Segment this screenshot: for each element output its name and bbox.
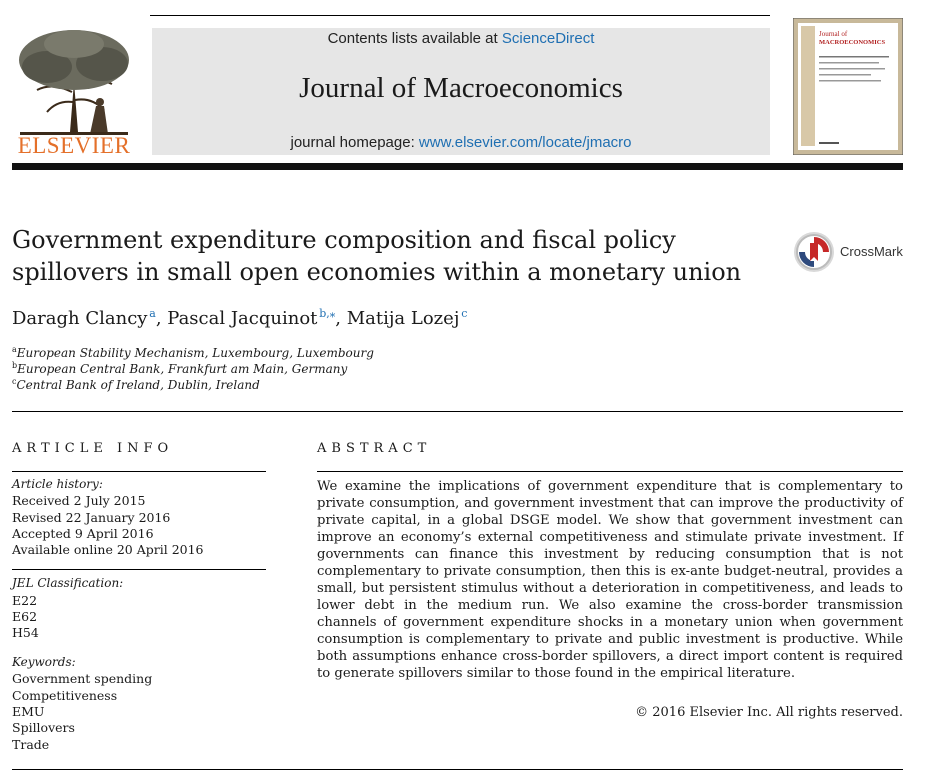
history-item: Revised 22 January 2016 bbox=[12, 510, 171, 525]
affiliation-mark: c bbox=[12, 377, 17, 386]
keyword: EMU bbox=[12, 704, 45, 719]
article-history-label: Article history: bbox=[12, 477, 103, 491]
cover-title-line1: Journal of bbox=[819, 30, 848, 38]
keywords-label: Keywords: bbox=[12, 655, 76, 669]
contents-prefix: Contents lists available at bbox=[327, 30, 502, 47]
section-divider bbox=[12, 411, 903, 412]
keyword: Trade bbox=[12, 737, 50, 752]
abstract-rule bbox=[317, 471, 903, 472]
jel-code: H54 bbox=[12, 625, 39, 640]
author-list: Daragh Clancy $^a$, Pascal Jacquinot $^{b,⁎}$, Matija Lozej $^c$ bbox=[12, 307, 468, 329]
journal-homepage-link[interactable]: www.elsevier.com/locate/jmacro bbox=[418, 134, 632, 151]
affiliation-text: European Stability Mechanism, Luxembourg, Luxembourg bbox=[16, 346, 374, 360]
keyword: Competitiveness bbox=[12, 688, 118, 703]
abstract-heading: ABSTRACT bbox=[317, 441, 432, 456]
header-divider-bar bbox=[12, 163, 903, 170]
author-name[interactable]: Matija Lozej bbox=[346, 308, 460, 329]
sciencedirect-link[interactable]: ScienceDirect bbox=[501, 30, 595, 47]
history-item: Received 2 July 2015 bbox=[12, 493, 146, 508]
jel-code: E62 bbox=[12, 609, 38, 624]
cover-title-line2: MACROECONOMICS bbox=[819, 39, 886, 46]
article-info-rule bbox=[12, 569, 266, 570]
affiliation-text: Central Bank of Ireland, Dublin, Ireland bbox=[16, 378, 260, 392]
history-item: Available online 20 April 2016 bbox=[12, 542, 204, 557]
affiliation-item bbox=[12, 377, 260, 392]
contents-availability-line bbox=[152, 30, 770, 47]
homepage-prefix: journal homepage: bbox=[290, 134, 419, 151]
header-top-rule bbox=[150, 15, 770, 16]
copyright-notice: © 2016 Elsevier Inc. All rights reserved. bbox=[635, 705, 903, 720]
affiliation-text: European Central Bank, Frankfurt am Main, Germany bbox=[17, 362, 348, 376]
jel-code: E22 bbox=[12, 593, 38, 608]
bottom-divider bbox=[12, 769, 903, 770]
keyword: Government spending bbox=[12, 671, 153, 686]
jel-label: JEL Classification: bbox=[12, 576, 124, 590]
paper-title-line1: Government expenditure composition and fiscal policy bbox=[12, 226, 676, 254]
journal-cover-thumbnail[interactable] bbox=[793, 18, 903, 155]
publisher-wordmark: ELSEVIER bbox=[17, 133, 131, 158]
crossmark-label[interactable]: CrossMark bbox=[840, 244, 903, 259]
author-affiliation-mark[interactable]: a bbox=[149, 307, 156, 320]
author-affiliation-mark[interactable]: c bbox=[461, 307, 468, 320]
keyword: Spillovers bbox=[12, 720, 75, 735]
author-name[interactable]: Pascal Jacquinot bbox=[167, 308, 318, 329]
article-info-rule bbox=[12, 471, 266, 472]
author-affiliation-mark[interactable]: b,⁎ bbox=[319, 307, 336, 320]
history-item: Accepted 9 April 2016 bbox=[12, 526, 154, 541]
author-name[interactable]: Daragh Clancy bbox=[12, 308, 148, 329]
paper-title bbox=[12, 224, 772, 288]
journal-homepage-line bbox=[152, 134, 770, 151]
abstract-body: We examine the implications of government expenditure that is complementary to private consumption, and government investment that can improve the productivity of private capital, in a global DSGE model. We show that government investment can improve an economy’s external competitiveness and stimulate private investment. If governments can finance this investment by reducing consumption that is not complementary to private consumption, then this is ex-ante budget-neutral, provides a small, but persistent stimulus without a deterioration in competitiveness, and leads to lower debt in the medium run. We also examine the cross-border transmission channels of government expenditure shocks in a monetary union when government consumption is complementary to private and public investment is productive. While both assumptions enhance cross-border spillovers, a direct import content is required to generate spillovers similar to those found in the empirical literature. bbox=[317, 479, 903, 681]
crossmark-icon[interactable] bbox=[793, 231, 835, 273]
affiliation-mark: b bbox=[12, 361, 18, 370]
affiliation-item bbox=[12, 361, 347, 376]
affiliation-item bbox=[12, 345, 374, 360]
paper-title-line2: spillovers in small open economies within a monetary union bbox=[12, 258, 742, 286]
journal-title: Journal of Macroeconomics bbox=[299, 72, 623, 104]
article-info-heading: ARTICLE INFO bbox=[12, 441, 174, 456]
affiliation-mark: a bbox=[12, 345, 17, 354]
